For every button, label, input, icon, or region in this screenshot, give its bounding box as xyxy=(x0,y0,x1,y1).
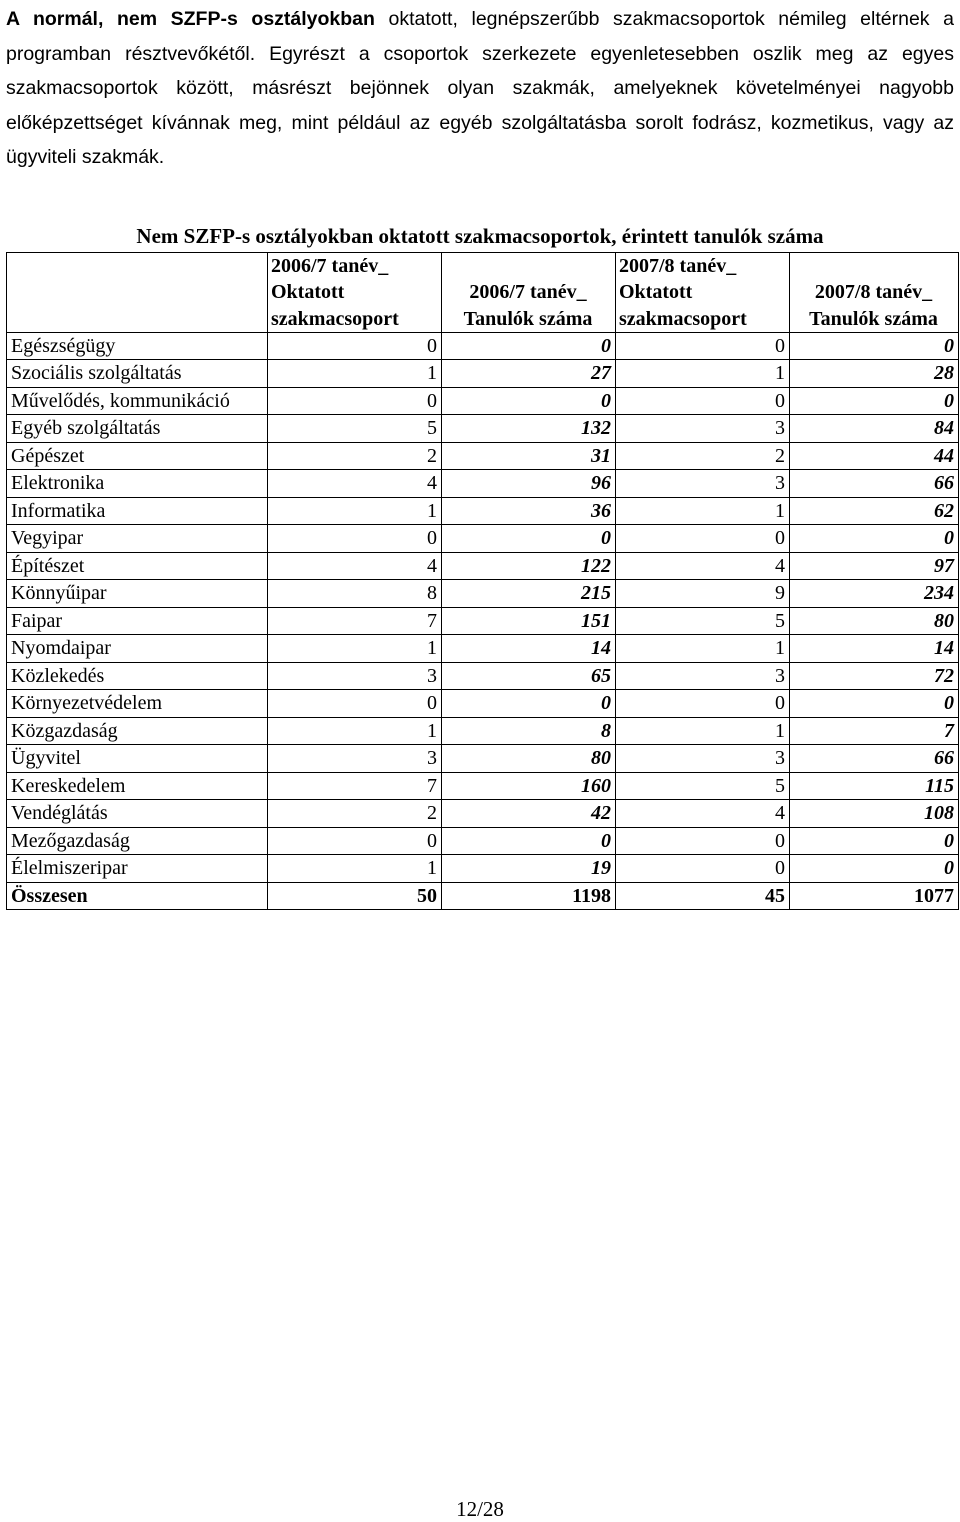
table-row xyxy=(7,717,959,745)
cell-2006-tanulok: 215 xyxy=(442,580,616,608)
cell-2007-oktatott: 0 xyxy=(616,525,790,553)
cell-2006-tanulok: 96 xyxy=(442,470,616,498)
cell-2006-oktatott: 0 xyxy=(268,690,442,718)
header-empty xyxy=(7,253,268,333)
row-label: Kereskedelem xyxy=(7,772,268,800)
cell-2007-oktatott: 4 xyxy=(616,552,790,580)
cell-2007-oktatott: 1 xyxy=(616,497,790,525)
cell-2007-tanulok: 97 xyxy=(790,552,959,580)
cell-2007-oktatott: 5 xyxy=(616,772,790,800)
cell-2007-oktatott: 5 xyxy=(616,607,790,635)
table-row xyxy=(7,442,959,470)
cell-2007-tanulok: 84 xyxy=(790,415,959,443)
cell-2007-tanulok: 62 xyxy=(790,497,959,525)
cell-2007-oktatott: 4 xyxy=(616,800,790,828)
cell-2007-tanulok: 0 xyxy=(790,387,959,415)
table-row xyxy=(7,772,959,800)
header-line: Tanulók száma xyxy=(809,307,938,330)
total-2006-tanulok: 1198 xyxy=(442,882,616,910)
cell-2006-tanulok: 151 xyxy=(442,607,616,635)
header-line: Tanulók száma xyxy=(463,307,593,330)
cell-2007-oktatott: 0 xyxy=(616,827,790,855)
header-2006-oktatott xyxy=(268,253,442,333)
cell-2007-tanulok: 0 xyxy=(790,690,959,718)
cell-2007-oktatott: 0 xyxy=(616,690,790,718)
total-2006-oktatott: 50 xyxy=(268,882,442,910)
table-row xyxy=(7,525,959,553)
cell-2007-oktatott: 3 xyxy=(616,662,790,690)
table-row xyxy=(7,552,959,580)
total-2007-tanulok: 1077 xyxy=(790,882,959,910)
cell-2006-oktatott: 7 xyxy=(268,772,442,800)
cell-2007-oktatott: 1 xyxy=(616,360,790,388)
cell-2007-oktatott: 2 xyxy=(616,442,790,470)
row-label: Könnyűipar xyxy=(7,580,268,608)
cell-2006-oktatott: 1 xyxy=(268,717,442,745)
row-label: Közlekedés xyxy=(7,662,268,690)
cell-2006-oktatott: 0 xyxy=(268,332,442,360)
cell-2007-tanulok: 28 xyxy=(790,360,959,388)
cell-2006-oktatott: 0 xyxy=(268,387,442,415)
header-2007-tanulok xyxy=(790,253,959,333)
cell-2007-tanulok: 44 xyxy=(790,442,959,470)
table-row xyxy=(7,387,959,415)
row-label: Elektronika xyxy=(7,470,268,498)
cell-2007-tanulok: 80 xyxy=(790,607,959,635)
cell-2006-tanulok: 80 xyxy=(442,745,616,773)
table-row xyxy=(7,690,959,718)
cell-2007-tanulok: 0 xyxy=(790,827,959,855)
cell-2007-tanulok: 0 xyxy=(790,332,959,360)
cell-2007-oktatott: 1 xyxy=(616,635,790,663)
cell-2006-oktatott: 0 xyxy=(268,827,442,855)
cell-2007-tanulok: 72 xyxy=(790,662,959,690)
cell-2007-oktatott: 0 xyxy=(616,387,790,415)
header-line: 2006/7 tanév_ xyxy=(469,281,587,304)
row-label: Vendéglátás xyxy=(7,800,268,828)
cell-2006-tanulok: 0 xyxy=(442,690,616,718)
cell-2007-tanulok: 7 xyxy=(790,717,959,745)
cell-2007-tanulok: 234 xyxy=(790,580,959,608)
cell-2006-oktatott: 0 xyxy=(268,525,442,553)
cell-2006-oktatott: 7 xyxy=(268,607,442,635)
intro-paragraph xyxy=(6,2,954,175)
cell-2007-tanulok: 115 xyxy=(790,772,959,800)
table-row xyxy=(7,827,959,855)
row-label: Gépészet xyxy=(7,442,268,470)
table-row xyxy=(7,497,959,525)
cell-2006-tanulok: 122 xyxy=(442,552,616,580)
cell-2006-tanulok: 65 xyxy=(442,662,616,690)
cell-2007-oktatott: 3 xyxy=(616,470,790,498)
cell-2006-tanulok: 0 xyxy=(442,332,616,360)
cell-2006-oktatott: 1 xyxy=(268,497,442,525)
cell-2007-tanulok: 66 xyxy=(790,470,959,498)
cell-2006-tanulok: 14 xyxy=(442,635,616,663)
table-caption: Nem SZFP-s osztályokban oktatott szakmacsoportok, érintett tanulók száma xyxy=(136,224,824,248)
cell-2006-tanulok: 0 xyxy=(442,387,616,415)
cell-2006-tanulok: 160 xyxy=(442,772,616,800)
cell-2007-oktatott: 3 xyxy=(616,745,790,773)
cell-2006-tanulok: 36 xyxy=(442,497,616,525)
row-label: Egészségügy xyxy=(7,332,268,360)
row-label: Faipar xyxy=(7,607,268,635)
cell-2006-oktatott: 5 xyxy=(268,415,442,443)
table-total-row xyxy=(7,882,959,910)
data-table xyxy=(6,252,959,910)
header-line: 2006/7 tanév_ xyxy=(271,255,389,277)
header-line: szakmacsoport xyxy=(271,307,399,330)
cell-2006-oktatott: 1 xyxy=(268,855,442,883)
row-label: Informatika xyxy=(7,497,268,525)
cell-2007-tanulok: 66 xyxy=(790,745,959,773)
total-label: Összesen xyxy=(7,882,268,910)
intro-lead: A normál, nem SZFP-s osztályokban xyxy=(6,8,375,30)
header-line: 2007/8 tanév_ xyxy=(619,255,737,277)
row-label: Művelődés, kommunikáció xyxy=(7,387,268,415)
cell-2006-tanulok: 42 xyxy=(442,800,616,828)
cell-2007-oktatott: 3 xyxy=(616,415,790,443)
cell-2006-oktatott: 4 xyxy=(268,552,442,580)
cell-2006-tanulok: 31 xyxy=(442,442,616,470)
cell-2006-oktatott: 8 xyxy=(268,580,442,608)
header-2006-tanulok xyxy=(442,253,616,333)
row-label: Ügyvitel xyxy=(7,745,268,773)
row-label: Környezetvédelem xyxy=(7,690,268,718)
cell-2007-tanulok: 14 xyxy=(790,635,959,663)
cell-2006-tanulok: 0 xyxy=(442,525,616,553)
table-row xyxy=(7,415,959,443)
row-label: Közgazdaság xyxy=(7,717,268,745)
cell-2007-oktatott: 1 xyxy=(616,717,790,745)
cell-2007-oktatott: 0 xyxy=(616,332,790,360)
table-row xyxy=(7,470,959,498)
table-row xyxy=(7,607,959,635)
cell-2007-oktatott: 9 xyxy=(616,580,790,608)
row-label: Egyéb szolgáltatás xyxy=(7,415,268,443)
table-row xyxy=(7,332,959,360)
row-label: Vegyipar xyxy=(7,525,268,553)
page-number: 12/28 xyxy=(456,1497,504,1521)
cell-2007-tanulok: 0 xyxy=(790,525,959,553)
table-row xyxy=(7,635,959,663)
table-row xyxy=(7,800,959,828)
cell-2006-tanulok: 0 xyxy=(442,827,616,855)
cell-2006-oktatott: 1 xyxy=(268,360,442,388)
table-row xyxy=(7,855,959,883)
row-label: Nyomdaipar xyxy=(7,635,268,663)
cell-2006-tanulok: 8 xyxy=(442,717,616,745)
header-line: Oktatott xyxy=(619,281,693,304)
table-header-row xyxy=(7,253,959,333)
cell-2006-tanulok: 19 xyxy=(442,855,616,883)
total-2007-oktatott: 45 xyxy=(616,882,790,910)
row-label: Szociális szolgáltatás xyxy=(7,360,268,388)
cell-2006-oktatott: 2 xyxy=(268,442,442,470)
header-line: Oktatott xyxy=(271,281,345,304)
cell-2007-tanulok: 0 xyxy=(790,855,959,883)
cell-2007-tanulok: 108 xyxy=(790,800,959,828)
cell-2006-oktatott: 4 xyxy=(268,470,442,498)
header-2007-oktatott xyxy=(616,253,790,333)
cell-2006-oktatott: 3 xyxy=(268,745,442,773)
cell-2006-tanulok: 132 xyxy=(442,415,616,443)
cell-2006-tanulok: 27 xyxy=(442,360,616,388)
row-label: Élelmiszeripar xyxy=(7,855,268,883)
cell-2006-oktatott: 3 xyxy=(268,662,442,690)
header-line: szakmacsoport xyxy=(619,307,747,330)
table-row xyxy=(7,662,959,690)
intro-body: oktatott, legnépszerűbb szakmacsoportok némileg eltérnek a programban résztvevőkétől. Egyrészt a csoportok szerkezete egyenletesebben oszlik meg az egyes szakmacsoportok között, másrészt bejönnek olyan szakmák, amelyeknek követelményei nagyobb előképzettséget kívánnak meg, mint például az egyéb szolgáltatásba sorolt fodrász, kozmetikus, vagy az ügyviteli szakmák. xyxy=(6,8,954,169)
header-line: 2007/8 tanév_ xyxy=(814,281,933,304)
cell-2007-oktatott: 0 xyxy=(616,855,790,883)
cell-2006-oktatott: 1 xyxy=(268,635,442,663)
table-row xyxy=(7,580,959,608)
row-label: Építészet xyxy=(7,552,268,580)
table-row xyxy=(7,360,959,388)
row-label: Mezőgazdaság xyxy=(7,827,268,855)
table-row xyxy=(7,745,959,773)
cell-2006-oktatott: 2 xyxy=(268,800,442,828)
